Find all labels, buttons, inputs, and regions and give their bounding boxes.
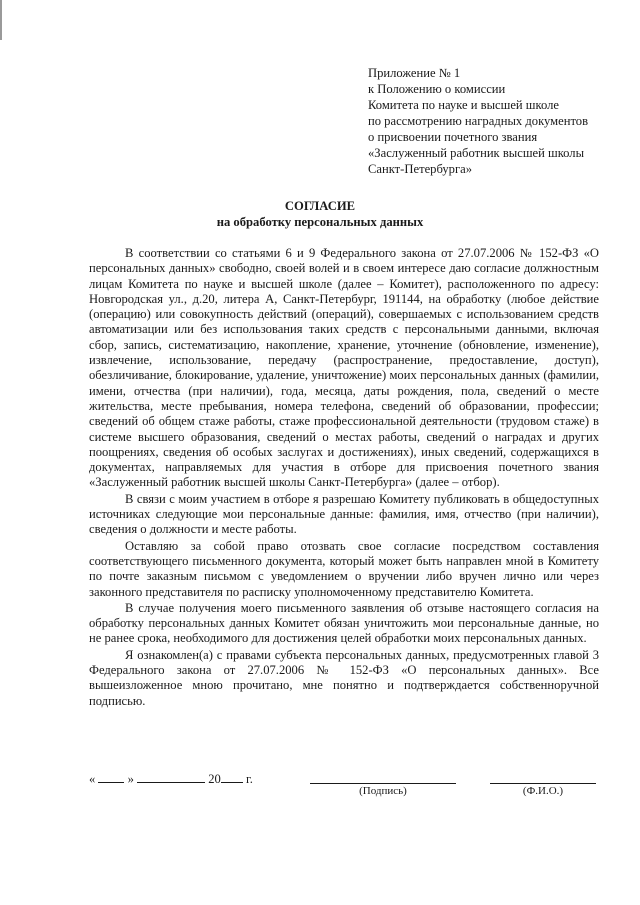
appendix-line: о присвоении почетного звания (368, 130, 538, 144)
acknowledgement-paragraph: Я ознакомлен(а) с правами субъекта персональных данных, предусмотренных главой 3 Федерального закона от 27.07.2006 № 152-ФЗ «О персональных данных». Все вышеизложенное мною прочитано, мне понятно и подтверждается собственноручной подписью. (89, 647, 599, 708)
document-heading (0, 198, 640, 230)
signature-row (0, 770, 640, 810)
month-blank[interactable] (137, 770, 205, 783)
appendix-line: Санкт-Петербурга» (368, 162, 473, 176)
signature-caption: (Подпись) (359, 785, 407, 797)
name-caption: (Ф.И.О.) (522, 785, 564, 797)
appendix-reference (368, 65, 588, 177)
day-blank[interactable] (98, 770, 124, 783)
date-open-quote: « (89, 772, 96, 786)
signature-line[interactable] (310, 783, 456, 784)
appendix-line: Комитета по науке и высшей школе (368, 98, 559, 112)
document-subtitle: на обработку персональных данных (216, 215, 424, 229)
year-blank[interactable] (221, 770, 243, 783)
appendix-line: Приложение № 1 (368, 66, 461, 80)
year-suffix: г. (245, 772, 253, 786)
appendix-line: по рассмотрению наградных документов (368, 114, 589, 128)
date-field (89, 770, 253, 787)
consent-paragraph: В соответствии со статьями 6 и 9 Федерального закона от 27.07.2006 № 152-ФЗ «О персональных данных» свободно, своей волей и в своем интересе даю согласие должностным лицам Комитета по науке и высшей школе (далее – Комитет), расположенного по адресу: Новгородская ул., д.20, литера А, Санкт-Петербург, 191144, на обработку (любое действие (операцию) или совокупность действий (операций), совершаемых с использованием средств автоматизации или без использования таких средств с персональными данными, включая сбор, запись, систематизацию, накопление, хранение, уточнение (обновление, изменение), извлечение, использование, передачу (распространение, предоставление, доступ), обезличивание, блокирование, удаление, уничтожение) моих персональных данных (фамилии, имени, отчества (при наличии), года, месяца, даты рождения, пола, сведений о месте жительства, месте пребывания, номера телефона, сведений об образовании, профессии; сведений об общем стаже работы, стаже профессиональной деятельности (трудовом стаже) в системе высшего образования, сведений о местах работы, сведений о наградах и других поощрениях, сведения об особых заслугах и достижениях), иных сведений, содержащихся в документах, направляемых для участия в отборе для присвоения почетного звания «Заслуженный работник высшей школы Санкт-Петербурга» (далее – отбор). (89, 246, 599, 490)
publication-paragraph: В связи с моим участием в отборе я разрешаю Комитету публиковать в общедоступных источниках следующие мои персональные данные: фамилия, имя, отчество (при наличии), сведения о должности и месте работы. (89, 491, 599, 537)
withdrawal-paragraph: Оставляю за собой право отозвать свое согласие посредством составления соответствующего письменного документа, который может быть направлен мной в Комитету по почте заказным письмом с уведомлением о вручении либо вручен лично или через законного представителя по расписку уполномоченному представителю Комитета. (89, 538, 599, 599)
page-edge-line (0, 0, 2, 40)
date-close-quote: » (127, 772, 134, 786)
appendix-line: «Заслуженный работник высшей школы (368, 146, 585, 160)
year-prefix: 20 (208, 772, 221, 786)
name-line[interactable] (490, 783, 596, 784)
appendix-line: к Положению о комиссии (368, 82, 506, 96)
document-title: СОГЛАСИЕ (284, 199, 356, 213)
deletion-paragraph: В случае получения моего письменного заявления об отзыве настоящего согласия на обработку персональных данных Комитет обязан уничтожить мои персональные данные, но не ранее срока, необходимого для достижения целей обработки моих персональных данных. (89, 600, 599, 646)
document-body (89, 246, 599, 710)
